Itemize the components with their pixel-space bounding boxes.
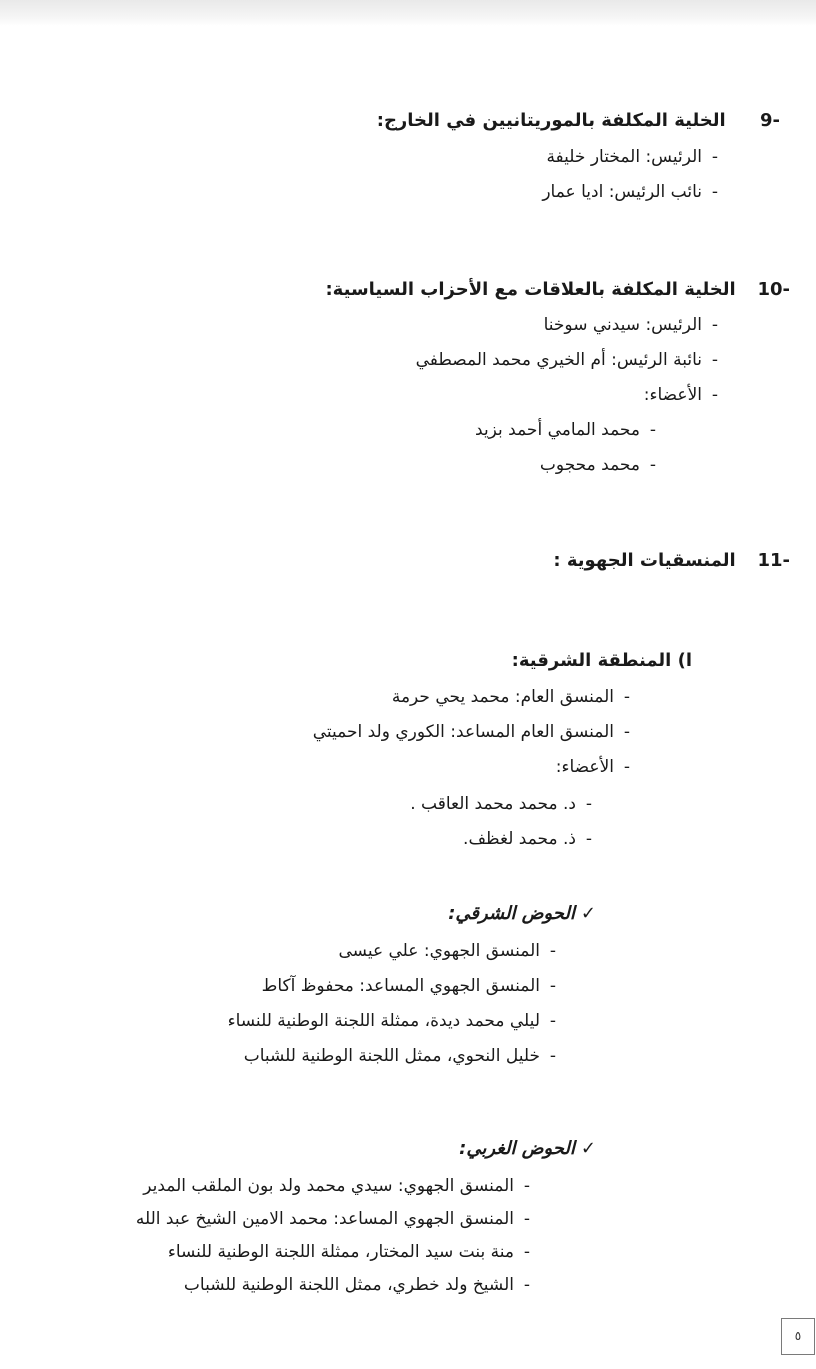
list-item: -المنسق الجهوي المساعد: محمد الامين الشيخ عبد الله: [135, 1209, 531, 1229]
section-9-title: الخلية المكلفة بالموريتانيين في الخارج:: [376, 110, 726, 131]
list-item: -المنسق العام المساعد: الكوري ولد احميتي: [312, 722, 631, 742]
section-11-heading: [553, 550, 790, 572]
section-11-number: -11: [757, 550, 790, 571]
list-item: -محمد محجوب: [539, 455, 657, 475]
east-basin-heading: [448, 903, 596, 925]
list-item: -ليلي محمد ديدة، ممثلة اللجنة الوطنية للنساء: [227, 1011, 557, 1031]
list-item: -الشيخ ولد خطري، ممثل اللجنة الوطنية للشباب: [183, 1275, 531, 1295]
list-item: -خليل النحوي، ممثل اللجنة الوطنية للشباب: [243, 1046, 557, 1066]
list-item: -د. محمد محمد العاقب .: [410, 794, 593, 814]
list-item: -ذ. محمد لغظف.: [463, 829, 593, 849]
list-item: -المنسق الجهوي: سيدي محمد ولد بون الملقب المدير: [143, 1176, 531, 1196]
section-9-heading: [377, 110, 780, 132]
list-item: -نائبة الرئيس: أم الخيري محمد المصطفي: [415, 350, 719, 370]
list-item: -الأعضاء:: [555, 757, 631, 777]
list-item: -منة بنت سيد المختار، ممثلة اللجنة الوطنية للنساء: [167, 1242, 531, 1262]
west-basin-title: الحوض الغربي:: [459, 1138, 575, 1159]
list-item: -محمد المامي أحمد بزيد: [475, 420, 657, 440]
east-region-title: ا) المنطقة الشرقية:: [511, 650, 692, 671]
list-item: -الرئيس: المختار خليفة: [546, 147, 719, 167]
list-item: -نائب الرئيس: اديا عمار: [542, 182, 719, 202]
checkmark-icon: ✓: [580, 1138, 596, 1159]
section-10-number: -10: [757, 279, 790, 300]
section-10-heading: [325, 279, 790, 301]
list-item: -الأعضاء:: [643, 385, 719, 405]
west-basin-heading: [459, 1138, 596, 1160]
checkmark-icon: ✓: [580, 903, 596, 924]
section-11-title: المنسقيات الجهوية :: [553, 550, 736, 571]
list-item: -المنسق الجهوي المساعد: محفوظ آكاط: [261, 976, 557, 996]
east-basin-title: الحوض الشرقي:: [448, 903, 575, 924]
section-10-title: الخلية المكلفة بالعلاقات مع الأحزاب السياسية:: [325, 279, 736, 300]
list-item: -المنسق العام: محمد يحي حرمة: [391, 687, 631, 707]
page-number: ٥: [781, 1318, 815, 1355]
section-9-number: -9: [759, 110, 780, 131]
list-item: -الرئيس: سيدني سوخنا: [543, 315, 719, 335]
top-shadow: [0, 0, 816, 26]
list-item: -المنسق الجهوي: علي عيسى: [338, 941, 557, 961]
